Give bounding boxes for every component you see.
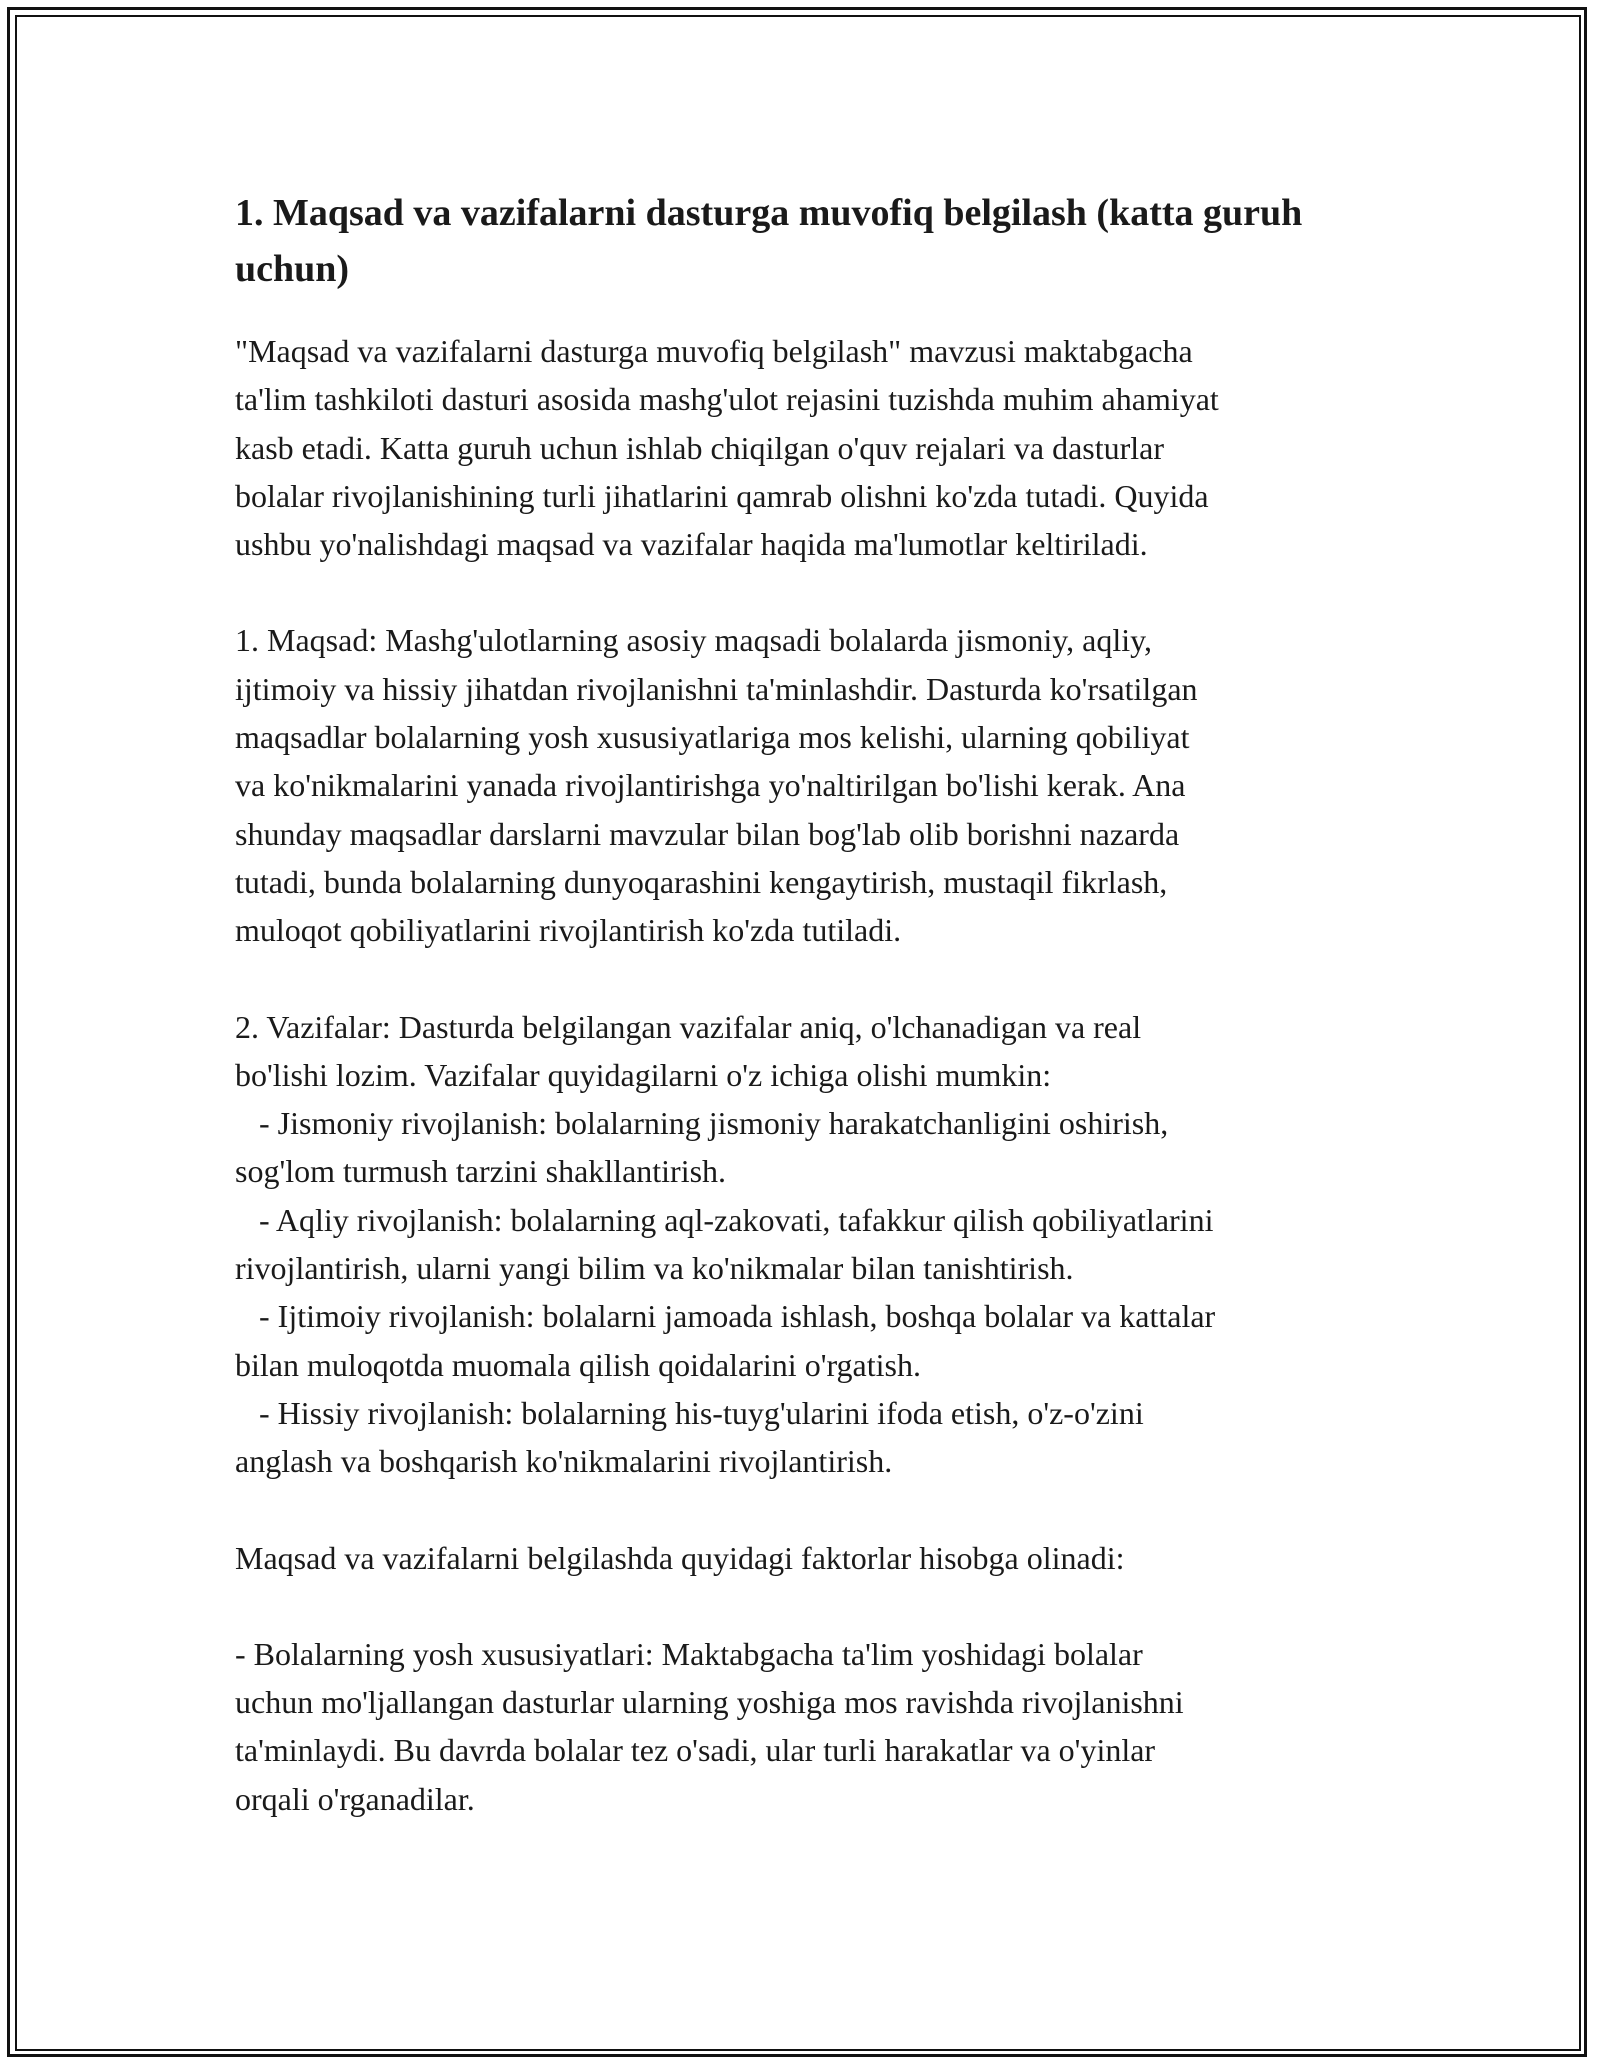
paragraph-line: orqali o'rganadilar.: [235, 1780, 475, 1817]
paragraph-line: bo'lishi lozim. Vazifalar quyidagilarni o'z ichiga olishi mumkin:: [235, 1056, 1052, 1093]
paragraph-line: "Maqsad va vazifalarni dasturga muvofiq belgilash" mavzusi maktabgacha: [235, 333, 1193, 369]
tasks-paragraph: [235, 1003, 1375, 1486]
paragraph-line: maqsadlar bolalarning yosh xususiyatlariga mos kelishi, ularning qobiliyat: [235, 719, 1190, 756]
paragraph-line: 1. Maqsad: Mashg'ulotlarning asosiy maqsadi bolalarda jismoniy, aqliy,: [235, 622, 1153, 659]
list-item-line: bilan muloqotda muomala qilish qoidalarini o'rgatish.: [235, 1346, 921, 1383]
paragraph-line: va ko'nikmalarini yanada rivojlantirishga yo'naltirilgan bo'lishi kerak. Ana: [235, 767, 1186, 804]
paragraph-line: shunday maqsadlar darslarni mavzular bilan bog'lab olib borishni nazarda: [235, 815, 1180, 852]
age-factor-paragraph: [235, 1630, 1375, 1823]
list-item-line: - Hissiy rivojlanish: bolalarning his-tuyg'ularini ifoda etish, o'z-o'zini: [235, 1394, 1144, 1431]
paragraph-line: ijtimoiy va hissiy jihatdan rivojlanishni ta'minlashdir. Dasturda ko'rsatilgan: [235, 670, 1198, 707]
paragraph-line: ushbu yo'nalishdagi maqsad va vazifalar haqida ma'lumotlar keltiriladi.: [235, 526, 1148, 563]
list-item-line: rivojlantirish, ularni yangi bilim va ko'nikmalar bilan tanishtirish.: [235, 1250, 1074, 1287]
list-item-line: anglash va boshqarish ko'nikmalarini rivojlantirish.: [235, 1443, 893, 1480]
list-item-line: sog'lom turmush tarzini shakllantirish.: [235, 1153, 727, 1190]
goal-paragraph: [235, 616, 1375, 954]
list-item-line: - Ijtimoiy rivojlanish: bolalarni jamoada ishlash, boshqa bolalar va kattalar: [235, 1298, 1216, 1335]
paragraph-line: ta'minlaydi. Bu davrda bolalar tez o'sadi, ular turli harakatlar va o'yinlar: [235, 1732, 1156, 1769]
paragraph-line: Maqsad va vazifalarni belgilashda quyidagi faktorlar hisobga olinadi:: [235, 1539, 1125, 1576]
paragraph-line: bolalar rivojlanishining turli jihatlarini qamrab olishni ko'zda tutadi. Quyida: [235, 477, 1209, 514]
list-item-line: - Jismoniy rivojlanish: bolalarning jismoniy harakatchanligini oshirish,: [235, 1105, 1169, 1142]
paragraph-line: ta'lim tashkiloti dasturi asosida mashg'ulot rejasini tuzishda muhim ahamiyat: [235, 381, 1219, 418]
document-body: [235, 185, 1375, 1871]
paragraph-line: tutadi, bunda bolalarning dunyoqarashini kengaytirish, mustaqil fikrlash,: [235, 863, 1168, 900]
intro-paragraph: [235, 327, 1375, 568]
paragraph-line: muloqot qobiliyatlarini rivojlantirish ko'zda tutiladi.: [235, 912, 902, 949]
factors-intro-paragraph: [235, 1534, 1375, 1582]
paragraph-line: uchun mo'ljallangan dasturlar ularning yoshiga mos ravishda rivojlanishni: [235, 1684, 1184, 1721]
list-item-line: - Aqliy rivojlanish: bolalarning aql-zakovati, tafakkur qilish qobiliyatlarini: [235, 1201, 1214, 1238]
paragraph-line: - Bolalarning yosh xususiyatlari: Maktabgacha ta'lim yoshidagi bolalar: [235, 1635, 1143, 1672]
paragraph-line: kasb etadi. Katta guruh uchun ishlab chiqilgan o'quv rejalari va dasturlar: [235, 429, 1165, 466]
paragraph-line: 2. Vazifalar: Dasturda belgilangan vazifalar aniq, o'lchanadigan va real: [235, 1008, 1142, 1045]
document-title: 1. Maqsad va vazifalarni dasturga muvofiq belgilash (katta guruh uchun): [235, 192, 1303, 290]
